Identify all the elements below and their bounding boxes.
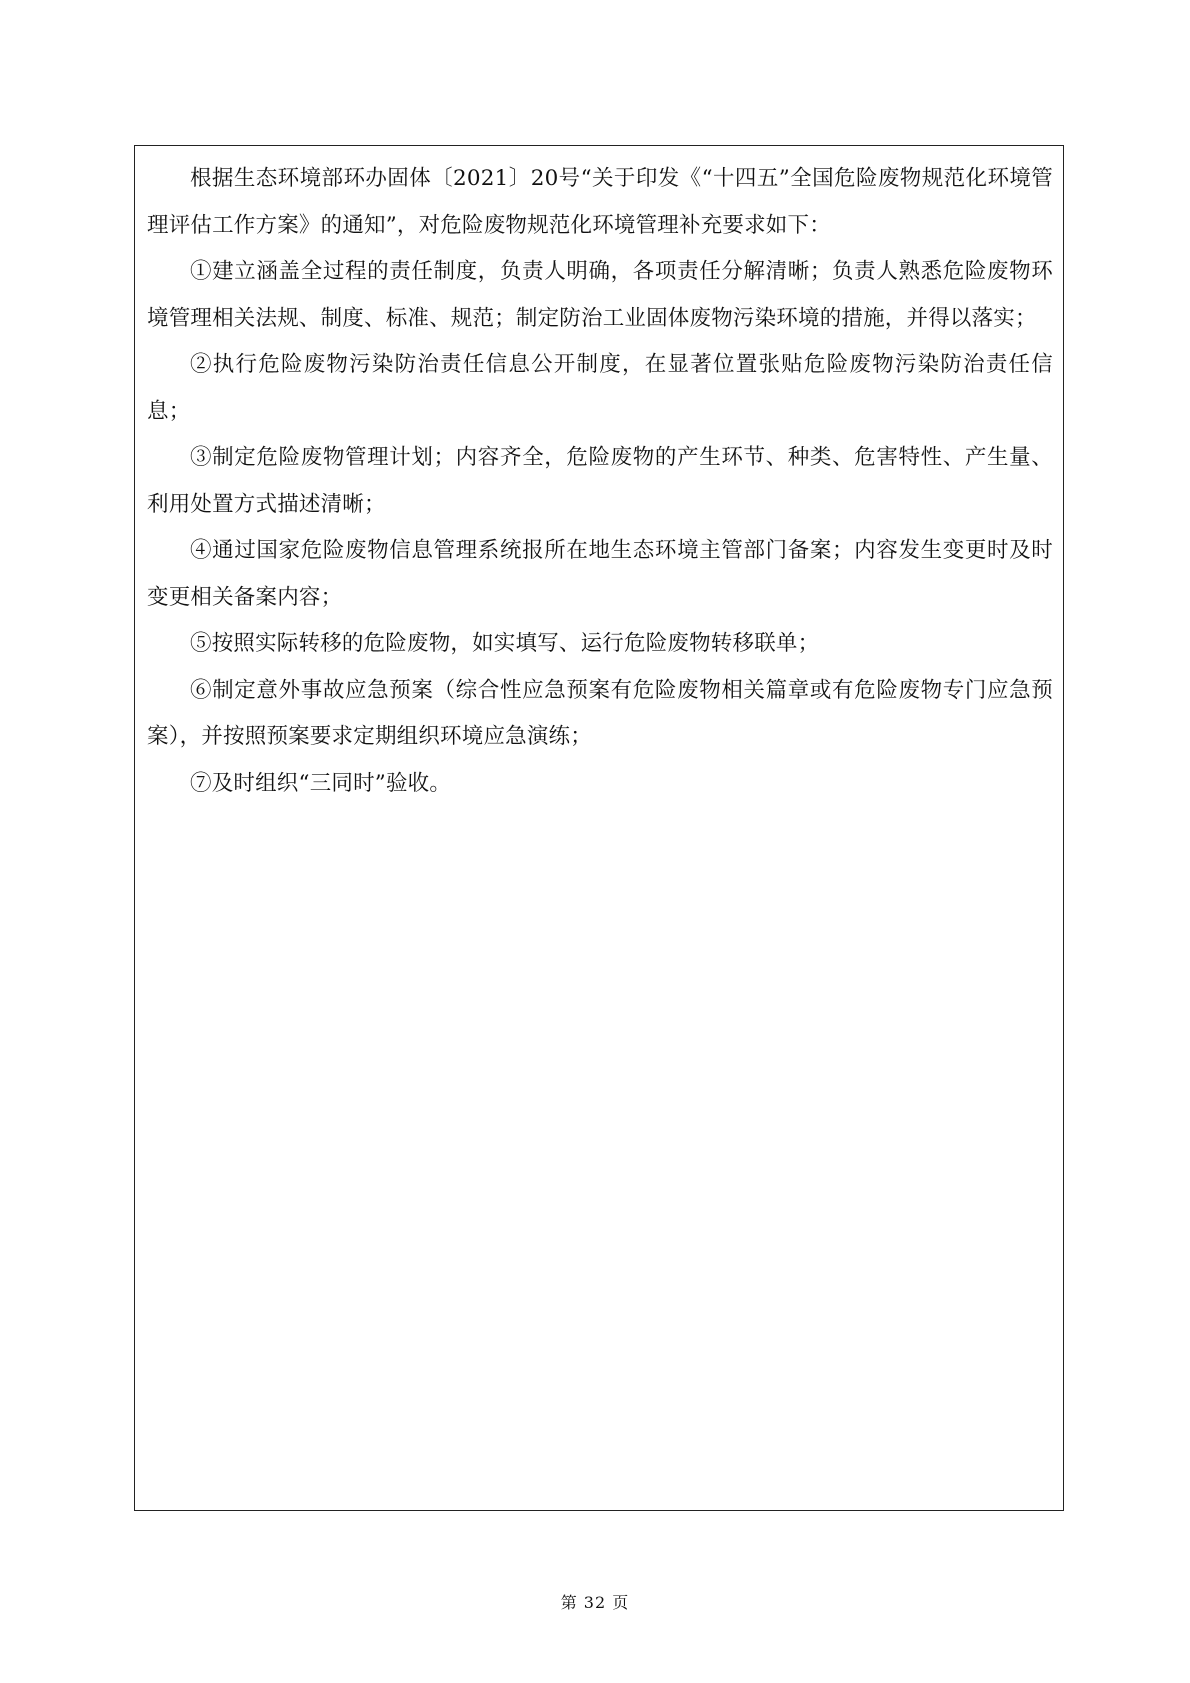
- requirement-item-2: ②执行危险废物污染防治责任信息公开制度，在显著位置张贴危险废物污染防治责任信息；: [147, 352, 1053, 424]
- requirement-item-5: ⑤按照实际转移的危险废物，如实填写、运行危险废物转移联单；: [190, 631, 820, 656]
- intro-paragraph: 根据生态环境部环办固体〔2021〕20号“关于印发《“十四五”全国危险废物规范化环境管理评估工作方案》的通知”，对危险废物规范化环境管理补充要求如下：: [147, 166, 1053, 238]
- content-table-cell: [134, 145, 1064, 1511]
- page-number: 第 32 页: [560, 1593, 630, 1612]
- requirement-item-6: ⑥制定意外事故应急预案（综合性应急预案有危险废物相关篇章或有危险废物专门应急预案），并按照预案要求定期组织环境应急演练；: [147, 677, 1053, 749]
- requirement-item-4: ④通过国家危险废物信息管理系统报所在地生态环境主管部门备案；内容发生变更时及时变更相关备案内容；: [147, 538, 1053, 610]
- requirement-item-3: ③制定危险废物管理计划；内容齐全，危险废物的产生环节、种类、危害特性、产生量、利用处置方式描述清晰；: [147, 445, 1053, 517]
- requirement-item-7: ⑦及时组织“三同时”验收。: [190, 770, 452, 796]
- requirement-item-1: ①建立涵盖全过程的责任制度，负责人明确，各项责任分解清晰；负责人熟悉危险废物环境管理相关法规、制度、标准、规范；制定防治工业固体废物污染环境的措施，并得以落实；: [147, 259, 1053, 331]
